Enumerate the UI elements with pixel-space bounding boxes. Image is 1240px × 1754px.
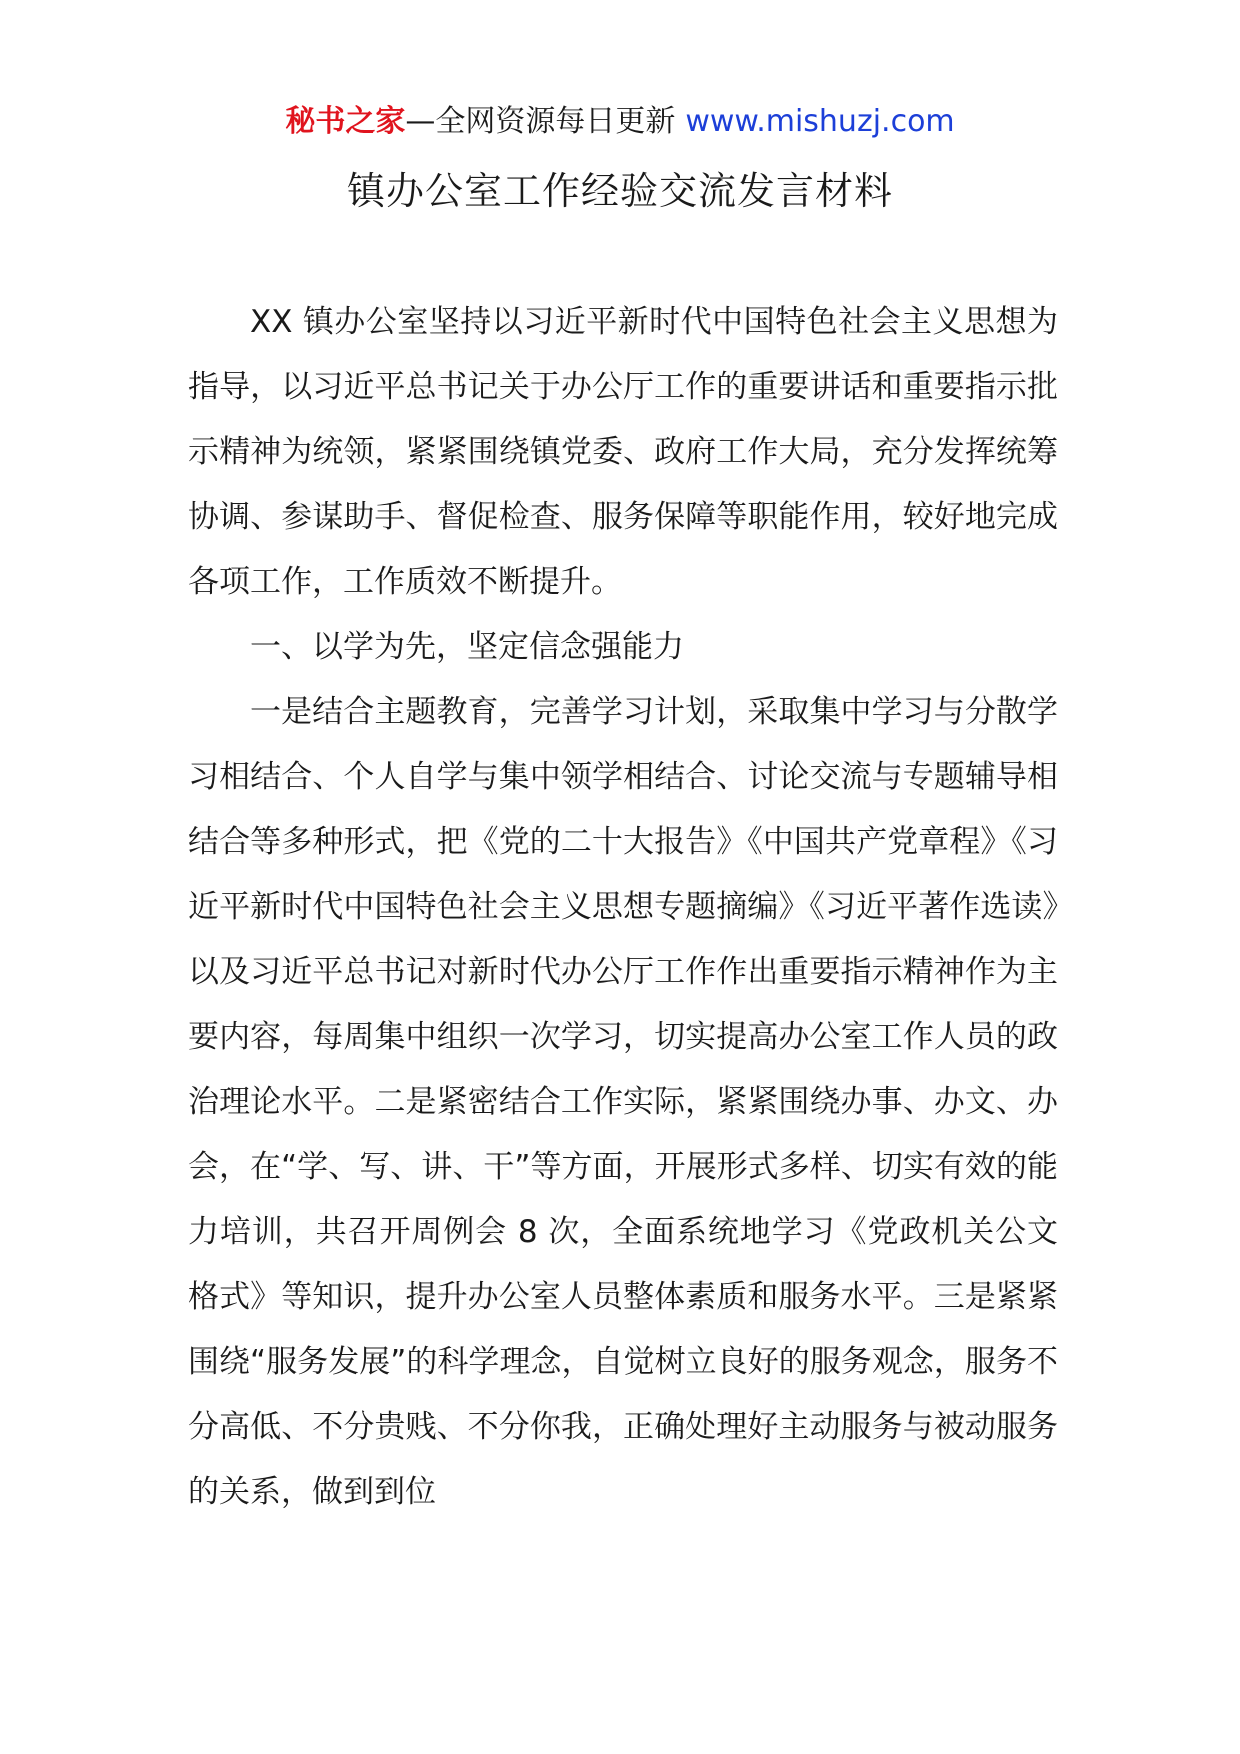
site-header (0, 100, 1240, 144)
section-heading: 一、以学为先，坚定信念强能力 (250, 629, 684, 665)
site-url-link[interactable]: www.mishuzj.com (685, 104, 955, 139)
site-tagline: —全网资源每日更新 (405, 104, 676, 139)
document-title: 镇办公室工作经验交流发言材料 (346, 169, 893, 213)
intro-paragraph: XX 镇办公室坚持以习近平新时代中国特色社会主义思想为指导，以习近平总书记关于办公厅工作的重要讲话和重要指示批示精神为统领，紧紧围绕镇党委、政府工作大局，充分发挥统筹协调、参谋助手、督促检查、服务保障等职能作用，较好地完成各项工作，工作质效不断提升。 (188, 304, 1058, 600)
document-body (188, 290, 1058, 1525)
section-paragraph: 一是结合主题教育，完善学习计划，采取集中学习与分散学习相结合、个人自学与集中领学相结合、讨论交流与专题辅导相结合等多种形式，把《党的二十大报告》《中国共产党章程》《习近平新时代中国特色社会主义思想专题摘编》《习近平著作选读》以及习近平总书记对新时代办公厅工作作出重要指示精神作为主要内容，每周集中组织一次学习，切实提高办公室工作人员的政治理论水平。二是紧密结合工作实际，紧紧围绕办事、办文、办会，在“学、写、讲、干”等方面，开展形式多样、切实有效的能力培训，共召开周例会 8 次，全面系统地学习《党政机关公文格式》等知识，提升办公室人员整体素质和服务水平。三是紧紧围绕“服务发展”的科学理念，自觉树立良好的服务观念，服务不分高低、不分贵贱、不分你我，正确处理好主动服务与被动服务的关系，做到到位 (188, 694, 1058, 1510)
brand-name: 秘书之家 (285, 104, 406, 139)
